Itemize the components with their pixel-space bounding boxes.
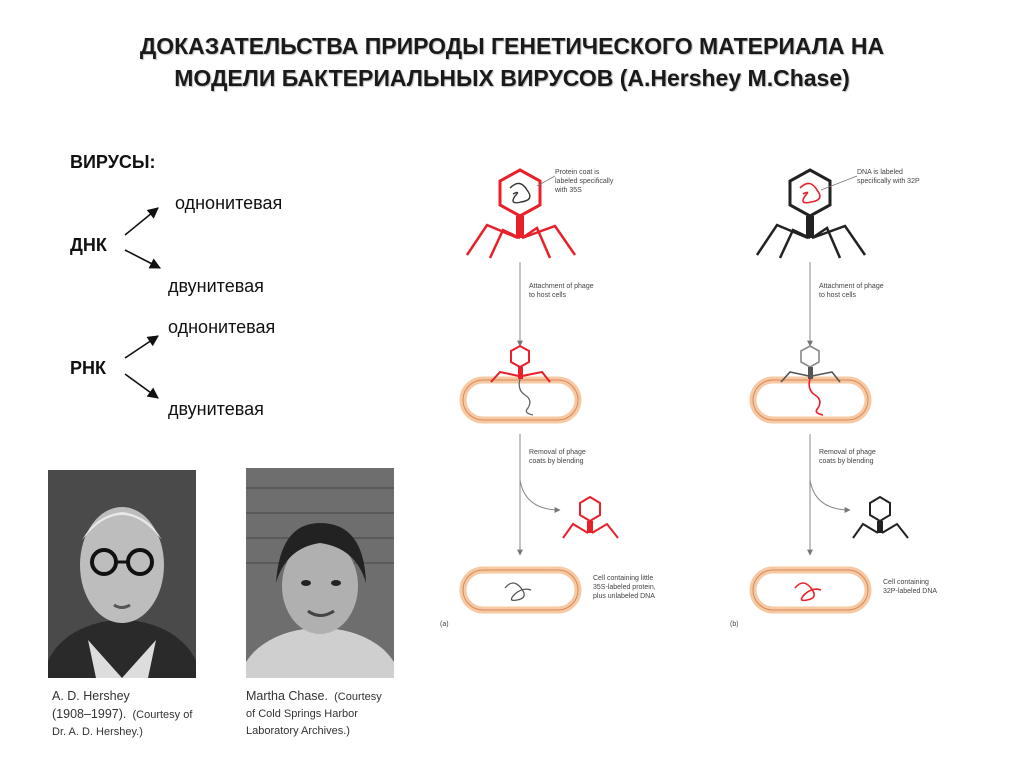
removed-coat-a <box>563 497 618 538</box>
dna-label: ДНК <box>70 235 107 255</box>
rna-single-strand: однонитевая <box>168 317 276 337</box>
title-line-2: МОДЕЛИ БАКТЕРИАЛЬНЫХ ВИРУСОВ (A.Hershey M.Chase) <box>174 65 850 91</box>
rna-label: РНК <box>70 358 106 378</box>
rna-double-strand: двунитевая <box>168 399 264 419</box>
panel-a-step2-a: Removal of phage <box>529 449 586 456</box>
cell-a-infection <box>463 346 578 420</box>
panel-b-note-2: specifically with 32P <box>857 178 920 185</box>
chase-courtesy-1: (Courtesy <box>334 691 382 703</box>
panel-b-step2-a: Removal of phage <box>819 449 876 456</box>
panel-a-result-2: 35S-labeled protein, <box>593 584 656 591</box>
rna-lower-arrow <box>125 374 158 398</box>
panel-b-note-1: DNA is labeled <box>857 169 903 176</box>
hershey-name: A. D. Hershey <box>52 689 130 703</box>
classification-arrows <box>0 0 440 440</box>
panel-a-step1-a: Attachment of phage <box>529 283 594 290</box>
chase-name: Martha Chase. <box>246 689 328 703</box>
removed-coat-b <box>853 497 908 538</box>
title-line-1: ДОКАЗАТЕЛЬСТВА ПРИРОДЫ ГЕНЕТИЧЕСКОГО МАТЕРИАЛА НА <box>139 33 885 59</box>
dna-double-strand: двунитевая <box>168 276 264 296</box>
hershey-courtesy-1: (Courtesy of <box>132 709 193 721</box>
rna-upper-arrow <box>125 336 158 358</box>
panel-a-note-3: with 35S <box>555 187 582 194</box>
chase-courtesy-3: Laboratory Archives.) <box>246 725 350 737</box>
panel-b-step1-a: Attachment of phage <box>819 283 884 290</box>
hershey-photo <box>48 470 196 678</box>
panel-a-note-1: Protein coat is <box>555 169 600 176</box>
panel-a-tag: (a) <box>440 621 449 628</box>
cell-a-result <box>463 570 578 610</box>
cell-b-result <box>753 570 868 610</box>
dna-single-strand: однонитевая <box>175 193 283 213</box>
viruses-heading: ВИРУСЫ: <box>70 152 156 172</box>
hershey-years: (1908–1997). <box>52 707 127 721</box>
cell-b-infection <box>753 346 868 420</box>
hershey-courtesy-2: Dr. A. D. Hershey.) <box>52 726 143 738</box>
dna-upper-arrow <box>125 208 158 235</box>
phage-b-labeled-dna <box>757 170 865 258</box>
chase-courtesy-2: of Cold Springs Harbor <box>246 708 358 720</box>
panel-a-step2-b: coats by blending <box>529 458 584 465</box>
chase-caption <box>246 688 426 740</box>
panel-b-result-2: 32P-labeled DNA <box>883 588 938 595</box>
panel-b <box>730 169 937 628</box>
panel-b-tag: (b) <box>730 621 739 628</box>
panel-a-result-1: Cell containing little <box>593 575 654 582</box>
panel-a <box>440 169 656 628</box>
dna-lower-arrow <box>125 250 160 268</box>
hershey-caption <box>52 688 232 741</box>
panel-a-note-2: labeled specifically <box>555 178 614 185</box>
hershey-chase-diagram <box>425 150 985 640</box>
panel-b-result-1: Cell containing <box>883 579 929 586</box>
panel-b-step2-b: coats by blending <box>819 458 874 465</box>
panel-a-step1-b: to host cells <box>529 292 566 299</box>
panel-a-result-3: plus unlabeled DNA <box>593 593 655 600</box>
panel-b-step1-b: to host cells <box>819 292 856 299</box>
chase-photo <box>246 468 394 678</box>
